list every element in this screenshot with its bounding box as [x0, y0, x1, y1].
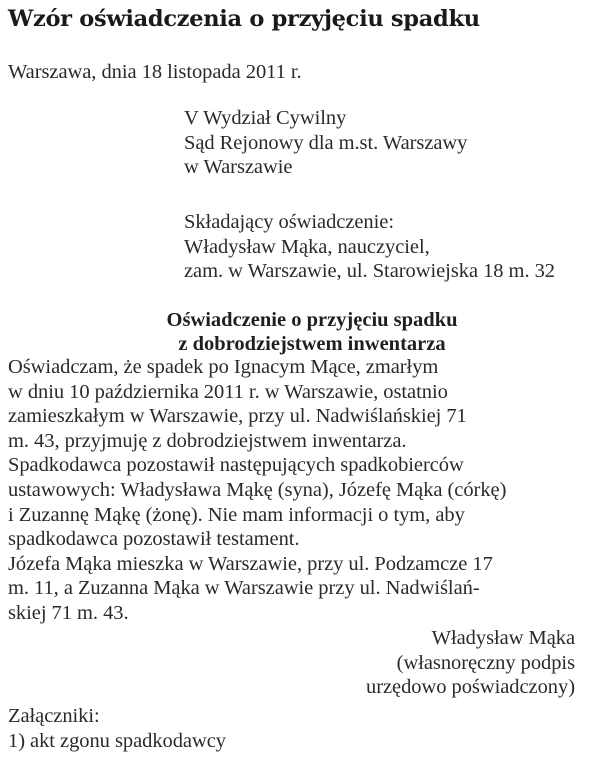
declaration-heading [0, 308, 610, 356]
body-line: spadkodawca pozostawił testament. [8, 528, 300, 551]
attachments-label: Załączniki: [8, 705, 100, 727]
court-line: w Warszawie [184, 156, 293, 179]
document-title: Wzór oświadczenia o przyjęciu spadku [8, 6, 480, 32]
applicant-line: Składający oświadczenie: [184, 211, 394, 233]
heading-line: z dobrodziejstwem inwentarza [178, 333, 446, 355]
signature-line: urzędowo poświadczony) [366, 676, 575, 699]
court-line: Sąd Rejonowy dla m.st. Warszawy [184, 131, 468, 154]
attachments-list [8, 704, 226, 753]
body-line: ustawowych: Władysława Mąkę (syna), Józefę Mąka (córkę) [8, 478, 507, 501]
signature-line: (własnoręczny podpis [396, 651, 575, 674]
signature-line: Władysław Mąka [431, 627, 575, 649]
applicant-info [184, 210, 555, 284]
applicant-line: zam. w Warszawie, ul. Starowiejska 18 m. 32 [184, 260, 555, 283]
body-line: w dniu 10 października 2011 r. w Warszawie, ostatnio [8, 380, 448, 403]
body-line: m. 11, a Zuzanna Mąka w Warszawie przy ul. Nadwiślań- [8, 577, 480, 600]
attachment-item: 1) akt zgonu spadkodawcy [8, 729, 226, 752]
body-line: Józefa Mąka mieszka w Warszawie, przy ul. Podzamcze 17 [8, 552, 493, 575]
heading-line: Oświadczenie o przyjęciu spadku [166, 309, 458, 331]
declaration-body [8, 355, 506, 626]
applicant-line: Władysław Mąka, nauczyciel, [184, 235, 430, 258]
body-line: Spadkodawca pozostawił następujących spadkobierców [8, 454, 464, 477]
body-line: i Zuzannę Mąkę (żonę). Nie mam informacji o tym, aby [8, 503, 465, 526]
body-line: skiej 71 m. 43. [8, 601, 129, 624]
body-line: Oświadczam, że spadek po Ignacym Mące, zmarłym [8, 356, 439, 378]
court-line: V Wydział Cywilny [184, 107, 347, 129]
signature-block [366, 626, 575, 700]
body-line: m. 43, przyjmuję z dobrodziejstwem inwentarza. [8, 429, 407, 452]
body-line: zamieszkałym w Warszawie, przy ul. Nadwiślańskiej 71 [8, 405, 467, 428]
place-date: Warszawa, dnia 18 listopada 2011 r. [8, 61, 302, 83]
court-address [184, 106, 467, 180]
